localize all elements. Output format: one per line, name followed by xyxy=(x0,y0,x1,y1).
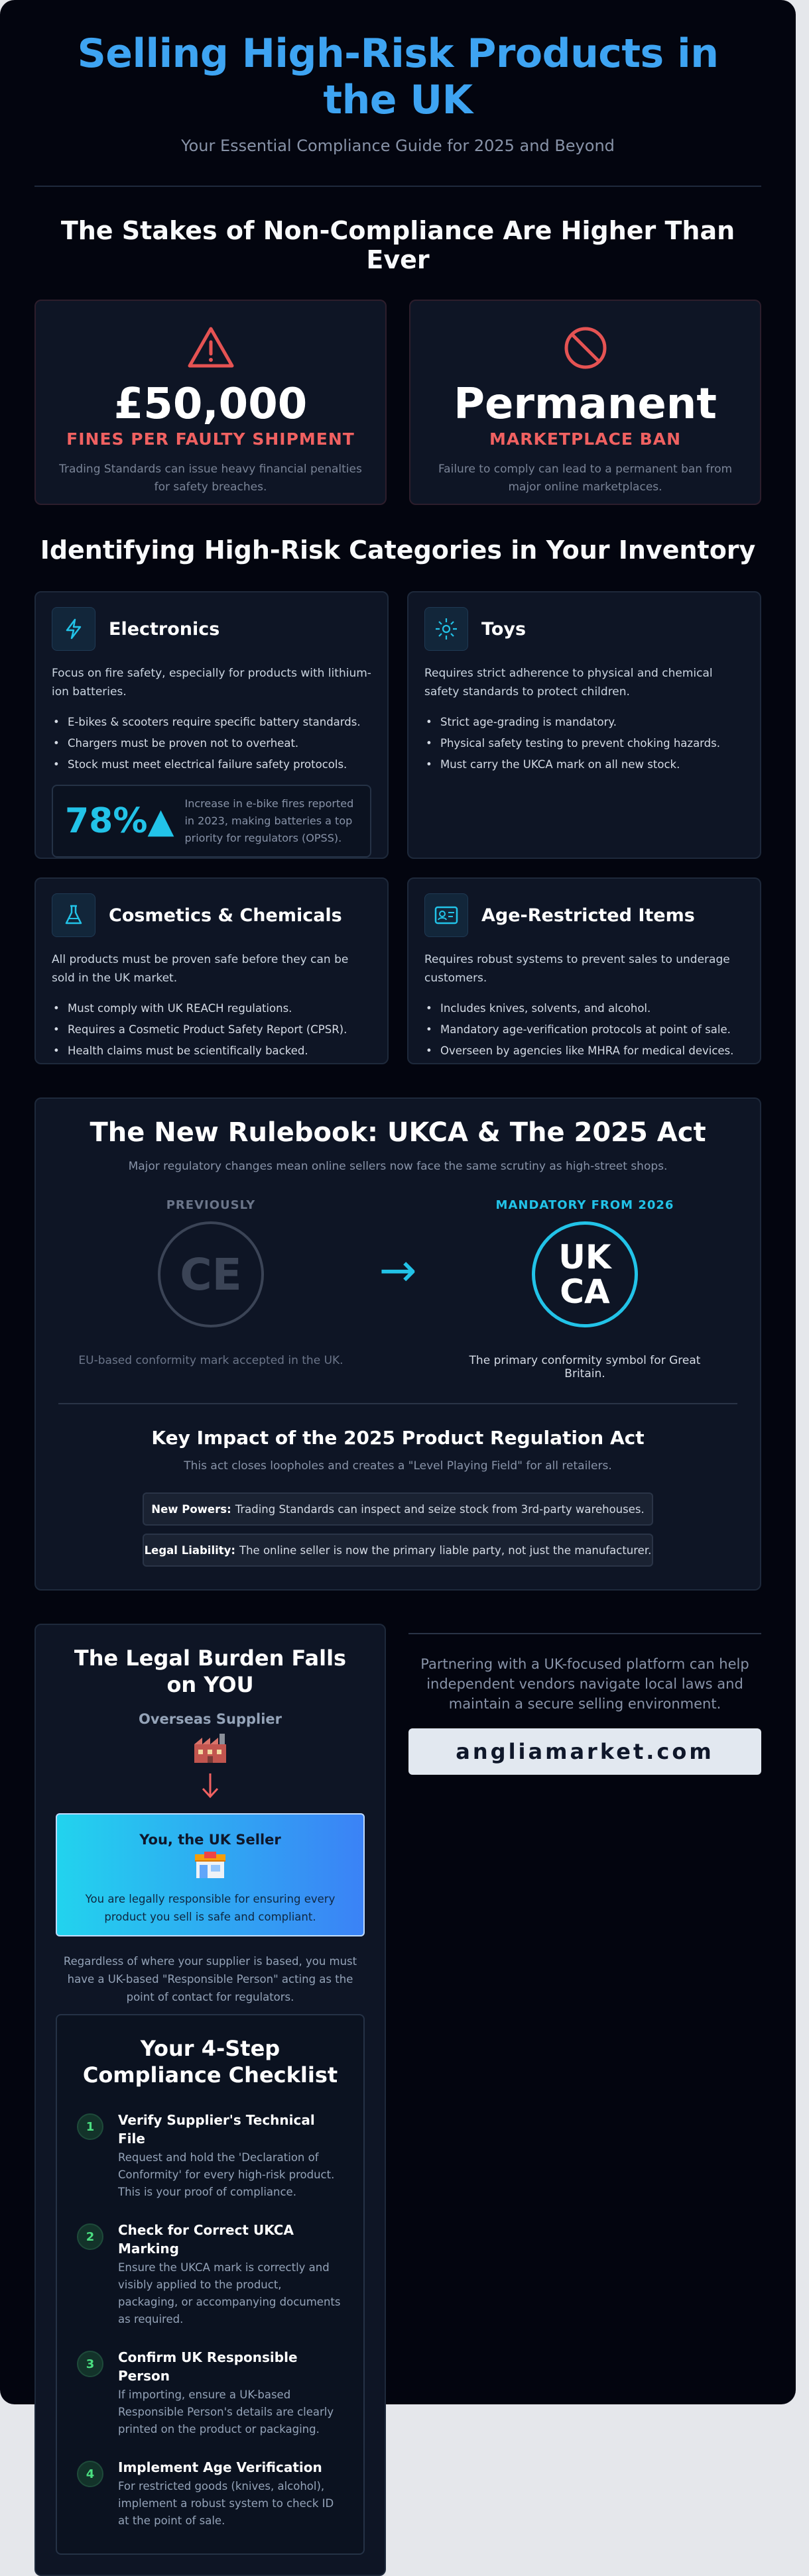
burden-title: The Legal Burden Falls on YOU xyxy=(74,1646,347,1697)
list-item: • Chargers must be proven not to overheat. xyxy=(52,733,371,754)
divider xyxy=(408,1633,761,1634)
list-item: • Health claims must be scientifically backed. xyxy=(52,1040,371,1062)
impact-note: This act closes loopholes and creates a "Level Playing Field" for all retailers. xyxy=(184,1459,612,1473)
category-card-age-restricted xyxy=(407,877,761,1064)
category-card-electronics xyxy=(34,591,389,859)
stake-label: MARKETPLACE BAN xyxy=(489,429,682,449)
checklist-title: Your 4-Step Compliance Checklist xyxy=(82,2036,338,2088)
stake-figure: £50,000 xyxy=(113,380,308,429)
responsible-person-note: Regardless of where your supplier is based, you must have a UK-based "Responsible Person" acting as the point of contact for regulators. xyxy=(63,1955,357,2003)
category-name: Cosmetics & Chemicals xyxy=(109,905,342,926)
category-card-cosmetics xyxy=(34,877,389,1064)
checklist-step xyxy=(77,2458,343,2530)
domain-banner[interactable]: angliamarket.com xyxy=(408,1728,761,1775)
step-description: Request and hold the 'Declaration of Conformity' for every high-risk product. This is your proof of compliance. xyxy=(118,2151,335,2198)
list-item: • Must comply with UK REACH regulations. xyxy=(52,998,371,1019)
category-bullets xyxy=(424,712,744,775)
step-description: Ensure the UKCA mark is correctly and visibly applied to the product, packaging, or accompanying documents as required. xyxy=(118,2261,341,2325)
stake-label: FINES PER FAULTY SHIPMENT xyxy=(66,429,355,449)
category-name: Electronics xyxy=(109,618,220,640)
step-number: 3 xyxy=(77,2351,103,2377)
category-intro: Focus on fire safety, especially for products with lithium-ion batteries. xyxy=(52,667,371,699)
page-title: Selling High-Risk Products in the UK xyxy=(77,30,719,123)
category-intro: Requires strict adherence to physical and chemical safety standards to protect children. xyxy=(424,667,713,699)
arrow-down-icon xyxy=(56,1772,365,1801)
impact-point: New Powers: Trading Standards can inspect and seize stock from 3rd-party warehouses. xyxy=(143,1492,653,1526)
list-item: • Includes knives, solvents, and alcohol. xyxy=(424,998,744,1019)
mandatory-caption: The primary conformity symbol for Great Britain. xyxy=(469,1354,701,1380)
toy-icon xyxy=(424,607,468,651)
list-item: • Requires a Cosmetic Product Safety Report (CPSR). xyxy=(52,1019,371,1040)
category-intro: All products must be proven safe before they can be sold in the UK market. xyxy=(52,953,349,985)
stake-description: Trading Standards can issue heavy financial penalties for safety breaches. xyxy=(59,463,362,494)
ukca-mark: UK CA xyxy=(532,1221,638,1327)
list-item: • Must carry the UKCA mark on all new stock. xyxy=(424,754,744,775)
previous-label: PREVIOUSLY xyxy=(166,1198,256,1212)
step-title: Implement Age Verification xyxy=(118,2459,322,2475)
stakes-row xyxy=(34,300,761,505)
rulebook-section xyxy=(34,1097,761,1591)
step-title: Verify Supplier's Technical File xyxy=(118,2112,315,2147)
page-subtitle: Your Essential Compliance Guide for 2025 and Beyond xyxy=(181,137,615,155)
burden-section xyxy=(34,1624,386,2576)
stake-figure: Permanent xyxy=(454,380,717,429)
checklist-step xyxy=(77,2221,343,2328)
id-card-icon xyxy=(424,893,468,937)
stakes-title: The Stakes of Non-Compliance Are Higher Than Ever xyxy=(60,216,735,274)
category-card-toys xyxy=(407,591,761,859)
step-number: 1 xyxy=(77,2113,103,2140)
mandatory-label: MANDATORY FROM 2026 xyxy=(495,1198,674,1212)
hero xyxy=(34,0,761,155)
step-number: 2 xyxy=(77,2223,103,2250)
categories-grid xyxy=(34,591,761,1064)
partner-text: Partnering with a UK-focused platform can help independent vendors navigate local laws and maintain a secure selling environment. xyxy=(420,1656,749,1712)
mark-comparison xyxy=(58,1198,737,1380)
seller-description: You are legally responsible for ensuring every product you sell is safe and compliant. xyxy=(85,1893,336,1923)
step-title: Check for Correct UKCA Marking xyxy=(118,2222,294,2257)
warning-icon xyxy=(36,325,385,371)
divider xyxy=(58,1403,737,1404)
stake-card-ban xyxy=(409,300,761,505)
rulebook-lead: Major regulatory changes mean online sellers now face the same scrutiny as high-street shops. xyxy=(128,1160,668,1173)
step-title: Confirm UK Responsible Person xyxy=(118,2349,298,2384)
compliance-checklist xyxy=(56,2014,365,2555)
list-item: • Mandatory age-verification protocols at point of sale. xyxy=(424,1019,744,1040)
supplier-label: Overseas Supplier xyxy=(139,1711,282,1727)
ce-mark: CE xyxy=(158,1221,264,1327)
stat-value: 78%▲ xyxy=(65,801,174,841)
seller-title: You, the UK Seller xyxy=(139,1832,281,1848)
impact-point: Legal Liability: The online seller is now the primary liable party, not just the manufacturer. xyxy=(143,1534,653,1567)
stat-callout xyxy=(52,785,371,858)
list-item: • E-bikes & scooters require specific battery standards. xyxy=(52,712,371,733)
arrow-right-icon: → xyxy=(379,1245,417,1297)
partner-section xyxy=(408,1624,761,2576)
rulebook-title: The New Rulebook: UKCA & The 2025 Act xyxy=(90,1117,706,1148)
factory-icon xyxy=(56,1732,365,1767)
category-bullets xyxy=(424,998,744,1062)
stat-text: Increase in e-bike fires reported in 2023, making batteries a top priority for regulators (OPSS). xyxy=(184,797,354,844)
list-item: • Strict age-grading is mandatory. xyxy=(424,712,744,733)
category-name: Age-Restricted Items xyxy=(481,905,695,926)
step-number: 4 xyxy=(77,2461,103,2487)
category-name: Toys xyxy=(481,618,527,640)
list-item: • Stock must meet electrical failure safety protocols. xyxy=(52,754,371,775)
step-description: For restricted goods (knives, alcohol), implement a robust system to check ID at the point of sale. xyxy=(118,2480,334,2527)
shop-icon xyxy=(57,1852,363,1882)
previous-mark xyxy=(78,1198,343,1367)
step-description: If importing, ensure a UK-based Responsible Person's details are clearly printed on the product or packaging. xyxy=(118,2388,334,2436)
stake-card-fines xyxy=(34,300,387,505)
ban-icon xyxy=(410,325,760,371)
previous-caption: EU-based conformity mark accepted in the UK. xyxy=(78,1354,343,1367)
impact-title: Key Impact of the 2025 Product Regulation Act xyxy=(151,1427,645,1449)
divider xyxy=(34,186,761,187)
bottom-row xyxy=(34,1624,761,2576)
list-item: • Overseen by agencies like MHRA for medical devices. xyxy=(424,1040,744,1062)
lightning-icon xyxy=(52,607,95,651)
checklist-step xyxy=(77,2348,343,2438)
category-intro: Requires robust systems to prevent sales to underage customers. xyxy=(424,953,730,985)
stake-description: Failure to comply can lead to a permanent ban from major online marketplaces. xyxy=(438,463,733,494)
uk-seller-box xyxy=(56,1813,365,1936)
checklist-step xyxy=(77,2111,343,2201)
categories-title: Identifying High-Risk Categories in Your Inventory xyxy=(40,535,756,565)
mandatory-mark xyxy=(452,1198,717,1380)
list-item: • Physical safety testing to prevent choking hazards. xyxy=(424,733,744,754)
category-bullets xyxy=(52,712,371,775)
flask-icon xyxy=(52,893,95,937)
category-bullets xyxy=(52,998,371,1062)
